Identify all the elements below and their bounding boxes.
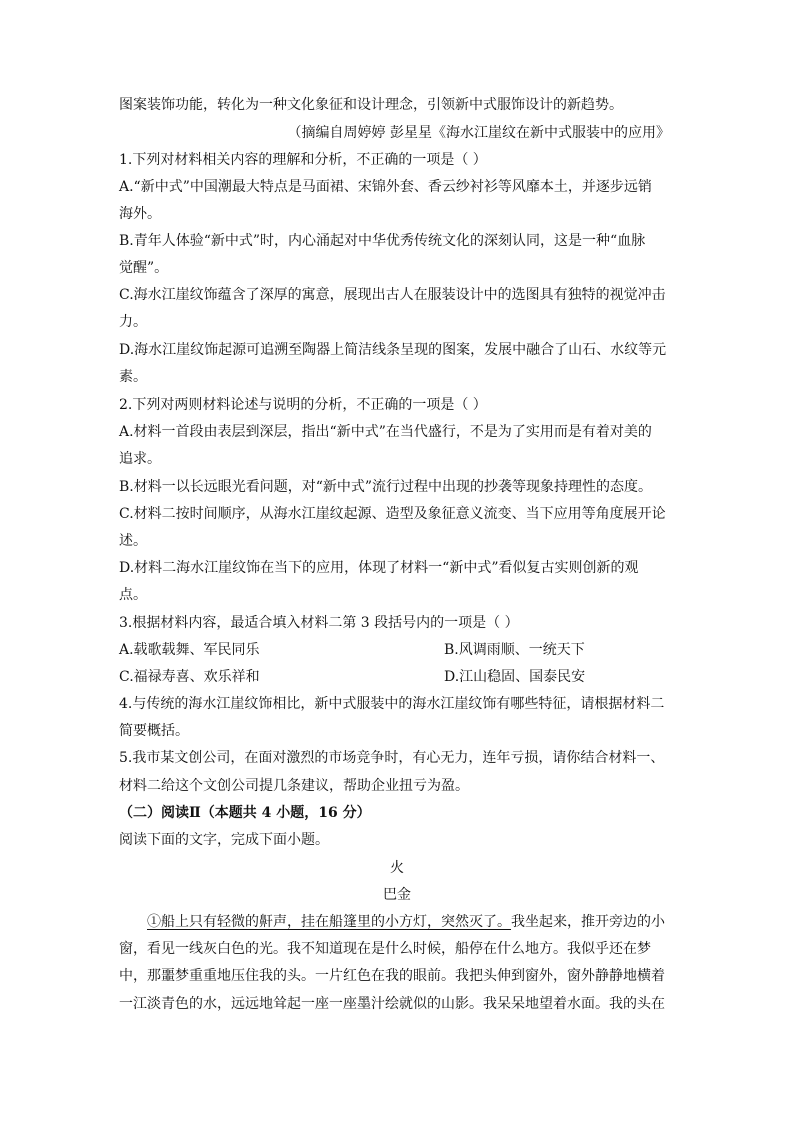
- q3-option-c: C.福禄寿喜、欢乐祥和: [119, 669, 260, 685]
- q2-option-c-line2: 述。: [119, 533, 147, 549]
- q2-option-d-line2: 点。: [119, 587, 147, 603]
- q2-option-c-line1: C.材料二按时间顺序，从海水江崖纹起源、造型及象征意义流变、当下应用等角度展开论: [119, 506, 666, 522]
- intro-tail-line: 图案装饰功能，转化为一种文化象征和设计理念，引领新中式服饰设计的新趋势。: [119, 97, 623, 113]
- q4-line1: 4.与传统的海水江崖纹饰相比，新中式服装中的海水江崖纹饰有哪些特征，请根据材料二: [119, 696, 665, 712]
- q3-stem: 3.根据材料内容，最适合填入材料二第 3 段括号内的一项是（ ）: [119, 615, 519, 631]
- q2-option-b-line1: B.材料一以长远眼光看问题，对“新中式”流行过程中出现的抄袭等现象持理性的态度。: [119, 479, 653, 495]
- q5-line1: 5.我市某文创公司，在面对激烈的市场竞争时，有心无力，连年亏损，请你结合材料一、: [119, 750, 665, 766]
- q1-option-c-line1: C.海水江崖纹饰蕴含了深厚的寓意，展现出古人在服装设计中的选图具有独特的视觉冲击: [119, 287, 666, 303]
- q3-option-d: D.江山稳固、国泰民安: [444, 669, 586, 685]
- q3-option-a: A.载歌载舞、军民同乐: [119, 642, 260, 658]
- paragraph-1-line4: 一江淡青色的水，远远地耸起一座一座墨汁绘就似的山影。我呆呆地望着水面。我的头在: [119, 996, 665, 1012]
- underlined-sentence: ①船上只有轻微的鼾声，挂在船篷里的小方灯，突然灭了。: [147, 914, 511, 930]
- q1-stem: 1.下列对材料相关内容的理解和分析，不正确的一项是（ ）: [119, 152, 487, 168]
- source-note: （摘编自周婷婷 彭星星《海水江崖纹在新中式服装中的应用》: [287, 125, 670, 141]
- q3-option-b: B.风调雨顺、一统天下: [444, 642, 585, 658]
- q1-option-a-line1: A.“新中式”中国潮最大特点是马面裙、宋锦外套、香云纱衬衫等风靡本土，并逐步远销: [119, 179, 652, 195]
- q2-stem: 2.下列对两则材料论述与说明的分析，不正确的一项是（ ）: [119, 397, 487, 413]
- q2-option-a-line2: 追求。: [119, 451, 161, 467]
- q1-option-c-line2: 力。: [119, 314, 147, 330]
- story-title: 火: [390, 860, 404, 876]
- paragraph-1-line3: 中，那噩梦重重地压住我的头。一片红色在我的眼前。我把头伸到窗外，窗外静静地横着: [119, 968, 665, 984]
- q1-option-d-line1: D.海水江崖纹饰起源可追溯至陶器上简洁线条呈现的图案，发展中融合了山石、水纹等元: [119, 342, 667, 358]
- section-heading: （二）阅读Ⅱ（本题共 4 小题，16 分）: [119, 805, 371, 821]
- section-instruction: 阅读下面的文字，完成下面小题。: [119, 832, 329, 848]
- paragraph-1-line2: 窗，看见一线灰白色的光。我不知道现在是什么时候，船停在什么地方。我似乎还在梦: [119, 941, 651, 957]
- paragraph-1-line1-rest: 我坐起来，推开旁边的小: [511, 914, 665, 930]
- q1-option-d-line2: 素。: [119, 369, 147, 385]
- q4-line2: 简要概括。: [119, 723, 189, 739]
- q2-option-a-line1: A.材料一首段由表层到深层，指出“新中式”在当代盛行，不是为了实用而是有着对美的: [119, 424, 652, 440]
- q1-option-b-line2: 觉醒”。: [119, 260, 169, 276]
- story-author: 巴金: [383, 887, 411, 903]
- q1-option-b-line1: B.青年人体验“新中式”时，内心涌起对中华优秀传统文化的深刻认同，这是一种“血脉: [119, 233, 646, 249]
- paragraph-1-line1: [147, 912, 707, 932]
- q5-line2: 材料二给这个文创公司提几条建议，帮助企业扭亏为盈。: [119, 778, 469, 794]
- q2-option-d-line1: D.材料二海水江崖纹饰在当下的应用，体现了材料一“新中式”看似复古实则创新的观: [119, 560, 639, 576]
- q1-option-a-line2: 海外。: [119, 206, 161, 222]
